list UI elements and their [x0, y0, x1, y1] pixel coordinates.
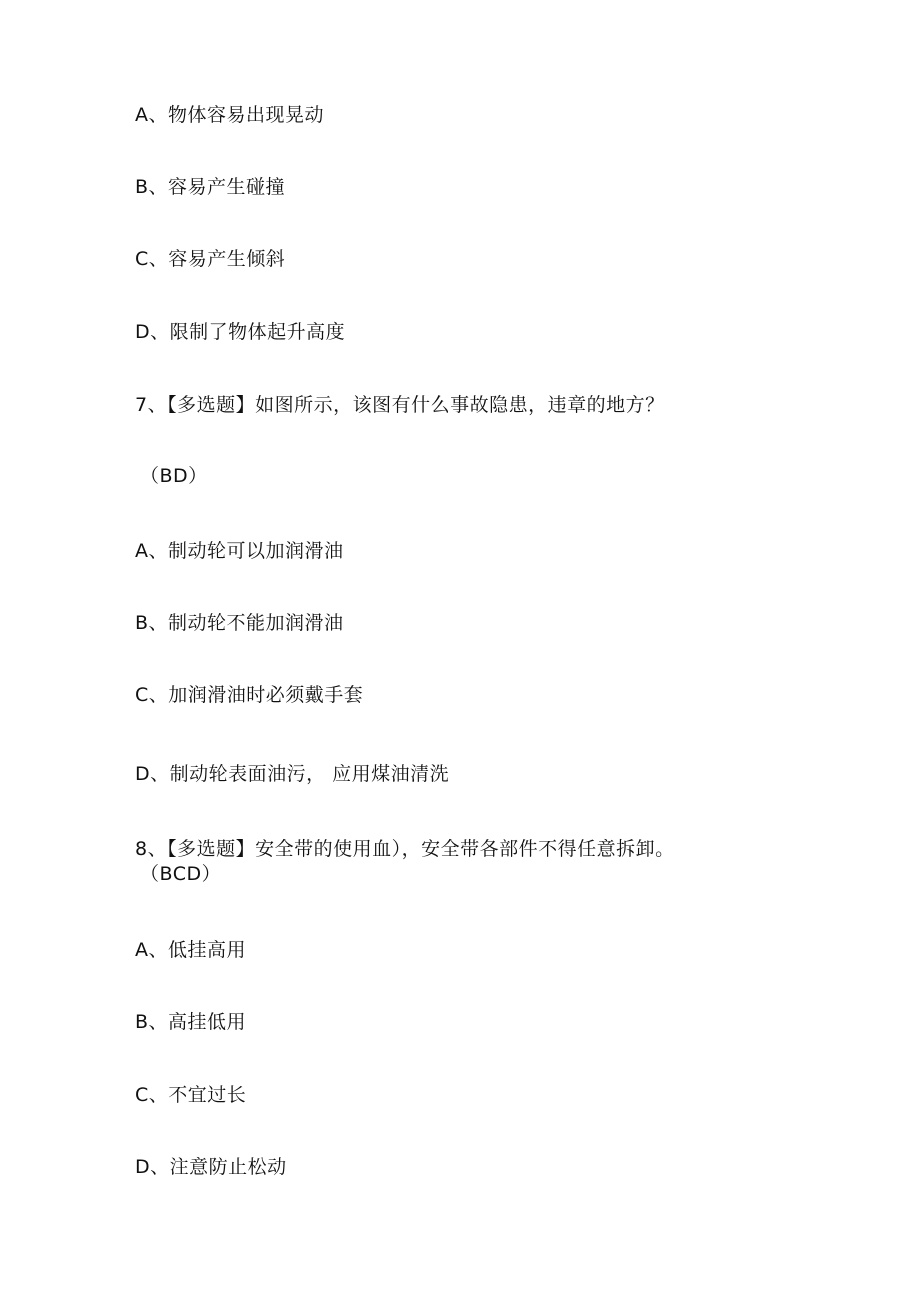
option-a: A、物体容易出现晃动	[135, 104, 324, 126]
option-b: B、容易产生碰撞	[135, 176, 286, 198]
option-a: A、制动轮可以加润滑油	[135, 540, 344, 562]
option-c: C、容易产生倾斜	[135, 248, 286, 270]
option-c: C、不宜过长	[135, 1084, 247, 1106]
option-b: B、制动轮不能加润滑油	[135, 612, 344, 634]
answer-key: （BCD）	[140, 863, 222, 885]
answer-key: （BD）	[140, 465, 208, 487]
option-b: B、高挂低用	[135, 1011, 247, 1033]
option-d: D、注意防止松动	[135, 1156, 287, 1178]
option-a: A、低挂高用	[135, 939, 246, 961]
option-c: C、加润滑油时必须戴手套	[135, 684, 364, 706]
question-text: 8、【多选题】安全带的使用血），安全带各部件不得任意拆卸。	[135, 838, 675, 860]
question-text: 7、【多选题】如图所示，该图有什么事故隐患，违章的地方？	[135, 394, 665, 416]
option-d: D、限制了物体起升高度	[135, 321, 346, 343]
option-d: D、制动轮表面油污， 应用煤油清洗	[135, 763, 450, 785]
